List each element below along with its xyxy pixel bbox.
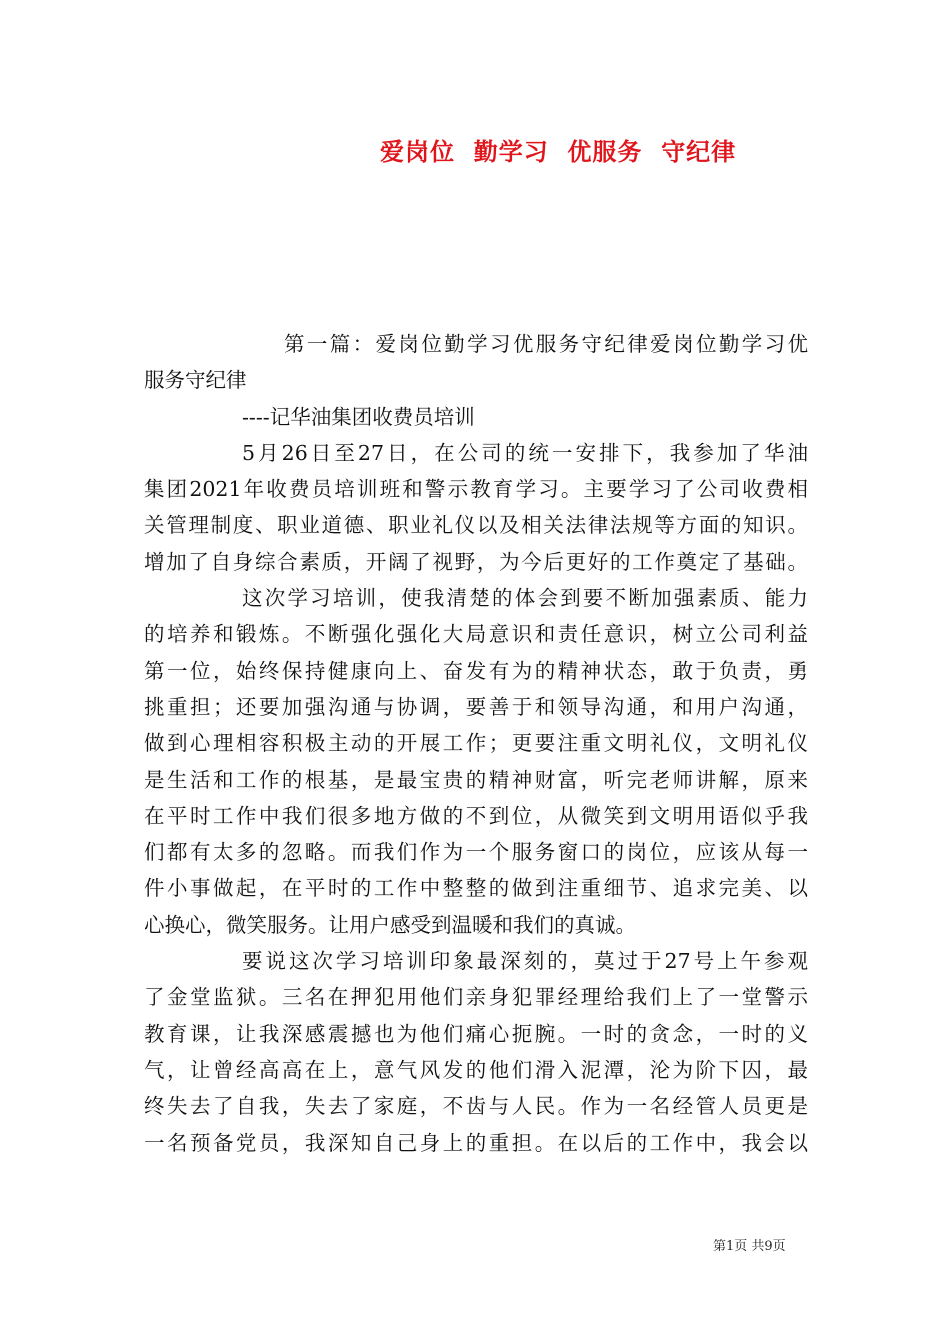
text-line: 了金堂监狱。三名在押犯用他们亲身犯罪经理给我们上了一堂警示 (144, 985, 808, 1010)
text-line: 挑重担；还要加强沟通与协调，要善于和领导沟通，和用户沟通， (144, 694, 808, 719)
page-number: 第1页 共9页 (713, 1239, 786, 1254)
text-line: 教育课，让我深感震撼也为他们痛心扼腕。一时的贪念，一时的义 (144, 1021, 808, 1046)
text-line: 终失去了自我，失去了家庭，不齿与人民。作为一名经管人员更是 (144, 1094, 808, 1119)
text-line: 第一篇：爱岗位勤学习优服务守纪律爱岗位勤学习优 (284, 332, 808, 356)
text-line: 增加了自身综合素质，开阔了视野，为今后更好的工作奠定了基础。 (144, 549, 808, 574)
text-line: 心换心，微笑服务。让用户感受到温暖和我们的真诚。 (144, 912, 636, 937)
document-body (144, 326, 808, 1161)
text-line: 做到心理相容积极主动的开展工作；更要注重文明礼仪，文明礼仪 (144, 731, 808, 756)
text-line: 第一位，始终保持健康向上、奋发有为的精神状态，敢于负责，勇 (144, 658, 808, 683)
text-line: 是生活和工作的根基，是最宝贵的精神财富，听完老师讲解，原来 (144, 767, 808, 792)
text-line: 集团2021年收费员培训班和警示教育学习。主要学习了公司收费相 (144, 477, 808, 502)
text-line: 的培养和锻炼。不断强化强化大局意识和责任意识，树立公司利益 (144, 622, 808, 647)
text-line: 服务守纪律 (144, 368, 247, 393)
text-line: 件小事做起，在平时的工作中整整的做到注重细节、追求完美、以 (144, 876, 808, 901)
text-line: 气，让曾经高高在上，意气风发的他们滑入泥潭，沦为阶下囚，最 (144, 1057, 808, 1082)
text-line: 5月26日至27日，在公司的统一安排下，我参加了华油 (242, 440, 808, 465)
document-title: 爱岗位 勤学习 优服务 守纪律 (380, 138, 737, 166)
text-line: 一名预备党员，我深知自己身上的重担。在以后的工作中，我会以 (144, 1130, 808, 1155)
text-line: 这次学习培训，使我清楚的体会到要不断加强素质、能力 (242, 586, 808, 611)
text-line: 在平时工作中我们很多地方做的不到位，从微笑到文明用语似乎我 (144, 803, 808, 828)
text-line: ----记华油集团收费员培训 (242, 404, 475, 429)
text-line: 关管理制度、职业道德、职业礼仪以及相关法律法规等方面的知识。 (144, 513, 808, 538)
text-line: 们都有太多的忽略。而我们作为一个服务窗口的岗位，应该从每一 (144, 840, 808, 865)
text-line: 要说这次学习培训印象最深刻的，莫过于27号上午参观 (242, 949, 808, 974)
